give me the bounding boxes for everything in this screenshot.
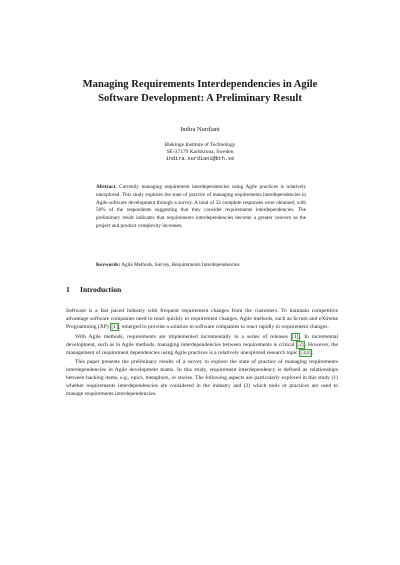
citation-link[interactable]: [1] bbox=[111, 323, 118, 330]
affiliation-line: SE-37179 Karlskrona, Sweden bbox=[166, 149, 234, 156]
paper-title: Managing Requirements Interdependencies in Agile Software Development: A Preliminary Result bbox=[82, 79, 318, 104]
section-number: 1 bbox=[66, 285, 70, 294]
abstract bbox=[96, 184, 306, 231]
citation-link[interactable]: [1] bbox=[292, 333, 299, 340]
affiliation-block bbox=[0, 142, 400, 164]
affiliation-line: Blekinge Institute of Technology bbox=[164, 142, 236, 148]
keywords-text: Agile Methods, Survey, Requirements Interdependencies bbox=[121, 262, 240, 268]
abstract-text: Currently managing requirement interdependencies using Agile practices is relatively unexplored. This study explores the state of practice of managing requirements interdependencies in Agile software development through a survey. A total of 32 complete responses were obtained, with 50% of the respondents suggesting that they consider requirements interdependencies. The preliminary result indicates that requirements interdependencies become a greater concern as the project and product complexity increases. bbox=[96, 184, 306, 229]
paragraph: This paper presents the preliminary results of a survey to explore the state of practice of managing requirements interdependencies in Agile development teams. In this study, requirement interdependency is defined as relationships between backlog items, e.g., epics, metaphors, or stories. The following aspects are particularly explored in this study (1) whether requirements interdependencies are considered in the industry and (2) which tools or practices are used to manage requirements interdependencies. bbox=[66, 359, 338, 398]
section-heading bbox=[66, 285, 121, 294]
citation-link[interactable]: [3|4] bbox=[300, 349, 311, 356]
paragraph: With Agile methods, requirements are implemented incrementally in a series of releases [1]. In incremental development, such as in Agile methods, managing interdependencies between requirements is critical [2]. However, the management of requirement dependencies using Agile practices is a relatively unexplored research topic [3|4]. bbox=[66, 333, 338, 356]
citation-link[interactable]: [2] bbox=[297, 341, 304, 348]
introduction-body bbox=[66, 308, 338, 401]
paragraph: Software is a fast paced industry with frequent requirement changes from the customers. To maintain competitive advantage software companies need to react quickly to requirement changes. Agile methods, such as Scrum and eXtreme Programming (XP) [1], emerged to provide a solution to software companies to react rapidly to requirement changes. bbox=[66, 308, 338, 330]
section-title: Introduction bbox=[80, 285, 122, 294]
keywords bbox=[96, 262, 306, 269]
keywords-label: Keywords: bbox=[96, 262, 121, 268]
author-name: Indira Nurdiani bbox=[180, 126, 220, 133]
author-email[interactable]: indira.nurdiani@bth.se bbox=[165, 156, 235, 163]
abstract-label: Abstract. bbox=[96, 184, 117, 190]
